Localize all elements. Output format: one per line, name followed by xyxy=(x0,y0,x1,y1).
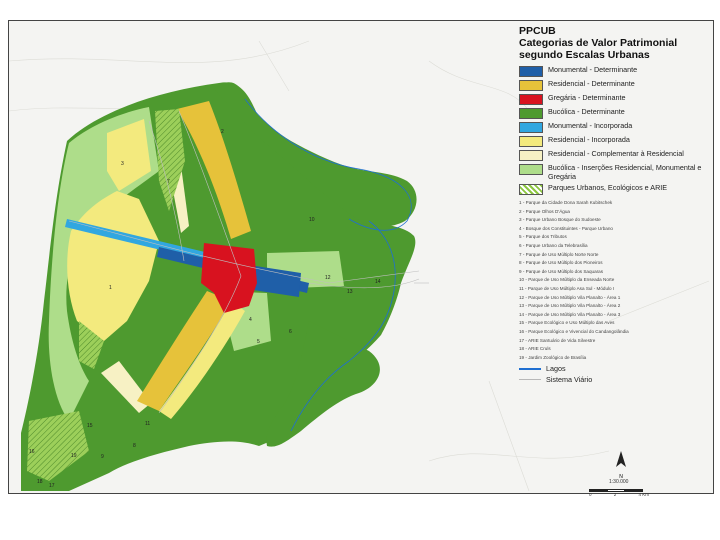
legend-item xyxy=(519,149,709,161)
scale-tick-label: 2 xyxy=(613,492,617,497)
park-list-item: 3 - Parque Urbano Bosque do Sudoeste xyxy=(519,217,601,223)
park-number-label: 17 xyxy=(49,483,55,489)
park-number-label: 10 xyxy=(309,217,315,223)
legend-title: PPCUB Categorias de Valor Patrimonial segundo Escalas Urbanas xyxy=(519,25,678,61)
map-legend xyxy=(519,25,709,384)
scale-bar xyxy=(589,489,649,497)
park-list-item: 2 - Parque Olhos D'Água xyxy=(519,208,570,214)
park-list-item: 17 - ARIE Santuário de Vida Silvestre xyxy=(519,337,596,343)
north-arrow-icon xyxy=(614,451,628,469)
park-list-item: 9 - Parque de Uso Múltiplo dos Saquaras xyxy=(519,268,604,274)
park-list-item: 18 - ARIE Cruls xyxy=(519,346,551,352)
legend-item xyxy=(519,183,709,195)
legend-swatch xyxy=(519,80,543,91)
park-number-label: 13 xyxy=(347,289,353,295)
legend-swatch xyxy=(519,66,543,77)
park-number-label: 1 xyxy=(109,285,112,291)
legend-label: Parques Urbanos, Ecológicos e ARIE xyxy=(548,183,668,192)
legend-swatch xyxy=(519,108,543,119)
legend-swatch xyxy=(519,136,543,147)
park-list-item: 10 - Parque de Uso Múltiplo da Enseada Norte xyxy=(519,277,615,283)
legend-swatch xyxy=(519,184,543,195)
park-number-label: 11 xyxy=(145,421,151,427)
park-list-item: 13 - Parque de Uso Múltiplo Vila Planalto - Área 2 xyxy=(519,303,621,309)
legend-swatch xyxy=(519,94,543,105)
park-number-label: 4 xyxy=(249,317,252,323)
park-number-label: 5 xyxy=(257,339,260,345)
legend-line-item xyxy=(519,364,709,373)
scale-tick-label: 4 Km xyxy=(638,492,649,497)
park-list-item: 7 - Parque de Uso Múltiplo Norte Norte xyxy=(519,251,599,257)
park-list-item: 19 - Jardim Zoológico de Brasília xyxy=(519,354,587,360)
legend-swatch xyxy=(519,164,543,175)
legend-line-list xyxy=(519,364,709,384)
legend-swatch xyxy=(519,150,543,161)
park-number-label: 16 xyxy=(29,449,35,455)
north-label: N xyxy=(619,474,623,480)
legend-item xyxy=(519,135,709,147)
park-number-label: 3 xyxy=(121,161,124,167)
legend-item xyxy=(519,79,709,91)
legend-line-label: Lagos xyxy=(546,364,566,374)
map-frame xyxy=(8,20,714,497)
park-list-item: 11 - Parque de Uso Múltiplo Asa Sul - Módulo I xyxy=(519,285,615,291)
park-number-label: 8 xyxy=(133,443,136,449)
legend-label: Monumental - Incorporada xyxy=(548,121,633,130)
legend-item xyxy=(519,121,709,133)
legend-label: Gregária - Determinante xyxy=(548,93,626,102)
legend-label: Residencial - Complementar à Residencial xyxy=(548,149,684,158)
park-list-item: 14 - Parque de Uso Múltiplo Vila Planalto - Área 3 xyxy=(519,311,621,317)
legend-item xyxy=(519,65,709,77)
park-list-item: 16 - Parque Ecológico e Vivencial do Candangolândia xyxy=(519,328,629,334)
park-number-label: 9 xyxy=(101,454,104,460)
scale-ticks xyxy=(589,492,649,497)
legend-line-symbol xyxy=(519,368,541,370)
park-list-item: 1 - Parque da Cidade Dona Sarah Kubitschek xyxy=(519,200,613,205)
park-list-item: 5 - Parque dos Tributos xyxy=(519,234,567,240)
park-list-item: 6 - Parque Urbano da Telebrasília xyxy=(519,242,588,248)
scale-ratio: 1:30.000 xyxy=(609,479,629,485)
legend-label: Bucólica - Determinante xyxy=(548,107,625,116)
park-list-item: 12 - Parque de Uso Múltiplo Vila Planalto - Área 1 xyxy=(519,294,621,300)
park-number-label: 14 xyxy=(375,279,381,285)
legend-item xyxy=(519,163,709,181)
legend-item xyxy=(519,107,709,119)
legend-line-item xyxy=(519,375,709,384)
legend-label: Monumental - Determinante xyxy=(548,65,638,74)
legend-item xyxy=(519,93,709,105)
north-arrow xyxy=(614,451,628,480)
legend-category-list xyxy=(519,65,709,195)
park-number-label: 19 xyxy=(71,453,77,459)
park-number-label: 12 xyxy=(325,275,331,281)
legend-swatch xyxy=(519,122,543,133)
legend-line-label: Sistema Viário xyxy=(546,375,593,385)
legend-park-list xyxy=(519,199,709,362)
park-list-item: 8 - Parque de Uso Múltiplo dos Pioneiros xyxy=(519,260,603,266)
legend-label: Bucólica - Inserções Residencial, Monumental e Gregária xyxy=(548,163,702,181)
legend-label: Residencial - Determinante xyxy=(548,79,635,88)
park-list-item: 15 - Parque Ecológico e Uso Múltiplo das Aves xyxy=(519,320,615,326)
scale-tick-label: 0 xyxy=(589,492,592,497)
park-number-label: 15 xyxy=(87,423,93,429)
legend-label: Residencial - Incorporada xyxy=(548,135,630,144)
park-number-label: 6 xyxy=(289,329,292,335)
park-number-label: 18 xyxy=(37,479,43,485)
park-number-label: 7 xyxy=(167,179,170,185)
legend-line-symbol xyxy=(519,379,541,380)
park-list-item: 4 - Bosque dos Constituintes - Parque Urbano xyxy=(519,225,613,231)
park-number-label: 2 xyxy=(221,129,224,135)
